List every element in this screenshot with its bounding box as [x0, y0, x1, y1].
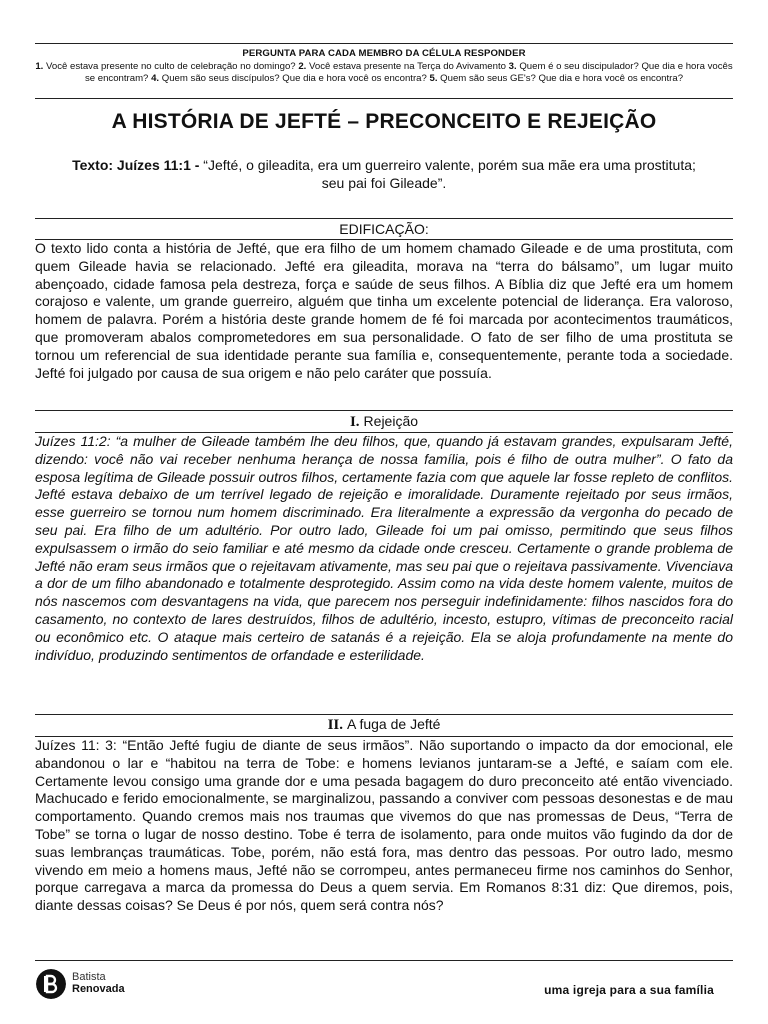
section2-roman: II. [327, 717, 344, 733]
footer-tagline: uma igreja para a sua família [544, 983, 714, 997]
question-title: PERGUNTA PARA CADA MEMBRO DA CÉLULA RESPONDER [242, 48, 526, 59]
section1-title: Rejeição [363, 413, 419, 429]
edificacao-body: O texto lido conta a história de Jefté, que era filho de um homem chamado Gileade e de uma prostituta, com quem Gileade havia se relacionado. Jefté era gileadita, morava na “terra do bálsamo”, um lugar muito abençoado, cidade famosa pela destreza, força e saúde de seus filhos. A Bíblia diz que Jefté era um homem corajoso e valente, um grande guerreiro, alguém que tinha um excelente potencial de liderança. Era valoroso, homem de palavra. Porém a história deste grande homem de fé foi marcada por acontecimentos traumáticos, que promoveram abalos comprometedores em sua personalidade. O fato de ser filho de uma prostituta se tornou um referencial de sua identidade perante sua família e, consequentemente, perante toda a sociedade. Jefté foi julgado por causa de sua origem e não pelo caráter que possuía. [35, 240, 733, 381]
question-2-text: Você estava presente na Terça do Avivamento [306, 61, 509, 72]
question-1-num: 1. [35, 61, 44, 72]
question-bottom-rule [35, 98, 733, 99]
brand-logo [36, 968, 156, 1000]
top-rule [35, 43, 733, 44]
question-4-num: 4. [151, 73, 160, 85]
section1-top-rule [35, 410, 733, 411]
section1-body: Juízes 11:2: “a mulher de Gileade também lhe deu filhos, que, quando já estavam grandes, expulsaram Jefté, dizendo: você não vai receber nenhuma herança de nossa família, pois é filho de outra mulher”. O fato da esposa legítima de Gileade possuir outros filhos, certamente fazia com que aquele lar fosse repleto de conflitos. Jefté estava debaixo de um terrível legado de rejeição e imoralidade. Duramente rejeitado por seus irmãos, esse guerreiro se tornou num homem discriminado. Era literalmente a expressão da vergonha do pecado de seu pai. Era filho de um adultério. Por outro lado, Gileade foi um pai omisso, permitindo que seus filhos expulsassem o irmão do seio familiar e até mesmo da cidade onde cresceu. Certamente o grande problema de Jefté não eram seus irmãos que o rejeitavam ativamente, mas seu pai que o rejeitava passivamente. Vivenciava a dor de um filho abandonado e totalmente desprotegido. Assim como na vida deste homem valente, muitos de nós nascemos com desvantagens na vida, que parecem nos perseguir indefinidamente: filhos nascidos fora do casamento, no contexto de lares destruídos, filhos de adultério, incesto, estupro, vítimas de preconceito racial ou econômico etc. O ataque mais certeiro de satanás é a rejeição. Ela se aloja profundamente na mente do indivíduo, produzindo sentimentos de orfandade e esterilidade. [35, 433, 733, 663]
section2-heading [35, 716, 733, 734]
question-list [35, 61, 733, 86]
page-title: A HISTÓRIA DE JEFTÉ – PRECONCEITO E REJEIÇÃO [111, 110, 657, 133]
section2-title: A fuga de Jefté [347, 716, 441, 732]
brand-logo-line2: Renovada [72, 983, 125, 995]
edificacao-heading: EDIFICAÇÃO: [339, 221, 429, 237]
section2-top-rule [35, 714, 733, 715]
footer-rule [35, 960, 733, 961]
scripture-text [60, 156, 708, 192]
question-5-text: Quem são seus GE's? Que dia e hora você os encontra? [437, 73, 684, 85]
section1-heading [35, 413, 733, 431]
brand-logo-icon [36, 969, 66, 999]
question-1-text: Você estava presente no culto de celebração no domingo? [43, 61, 299, 72]
section1-roman: I. [349, 414, 360, 430]
question-4-text: Quem são seus discípulos? Que dia e hora você os encontra? [159, 73, 430, 85]
scripture-body: “Jefté, o gileadita, era um guerreiro valente, porém sua mãe era uma prostituta; seu pai foi Gileade”. [199, 157, 696, 191]
question-3-num: 3. [508, 61, 517, 72]
question-2-num: 2. [298, 61, 307, 72]
edificacao-top-rule [35, 218, 733, 219]
scripture-label: Texto: Juízes 11:1 - [72, 157, 200, 173]
brand-logo-line1: Batista [72, 971, 106, 983]
section2-body: Juízes 11: 3: “Então Jefté fugiu de diante de seus irmãos”. Não suportando o impacto da dor emocional, ele abandonou o lar e “habitou na terra de Tobe: e homens levianos juntaram-se a Jefté, e saíam com ele. Certamente levou consigo uma grande dor e uma pesada bagagem do duro preconceito até então vivenciado. Machucado e ferido emocionalmente, se marginalizou, passando a conviver com pessoas desonestas e de mau comportamento. Quando cremos mais nos traumas que vivemos do que nas promessas de Deus, “Terra de Tobe” se torna o lugar de nosso destino. Tobe é terra de isolamento, para onde muitos vão fugindo da dor de suas lembranças traumáticas. Tobe, porém, não está fora, mas dentro das pessoas. Por outro lado, mesmo vivendo em meio a homens maus, Jefté não se corrompeu, antes permaneceu firme nos caminhos do Senhor, porque carregava a marca da promessa do Deus a quem servia. Em Romanos 8:31 diz: Que diremos, pois, diante dessas coisas? Se Deus é por nós, quem será contra nós? [35, 737, 733, 914]
question-5-num: 5. [429, 73, 438, 85]
question-3-text: Quem é o seu discipulador? Que dia e hora vocês se encontram? [84, 61, 733, 85]
